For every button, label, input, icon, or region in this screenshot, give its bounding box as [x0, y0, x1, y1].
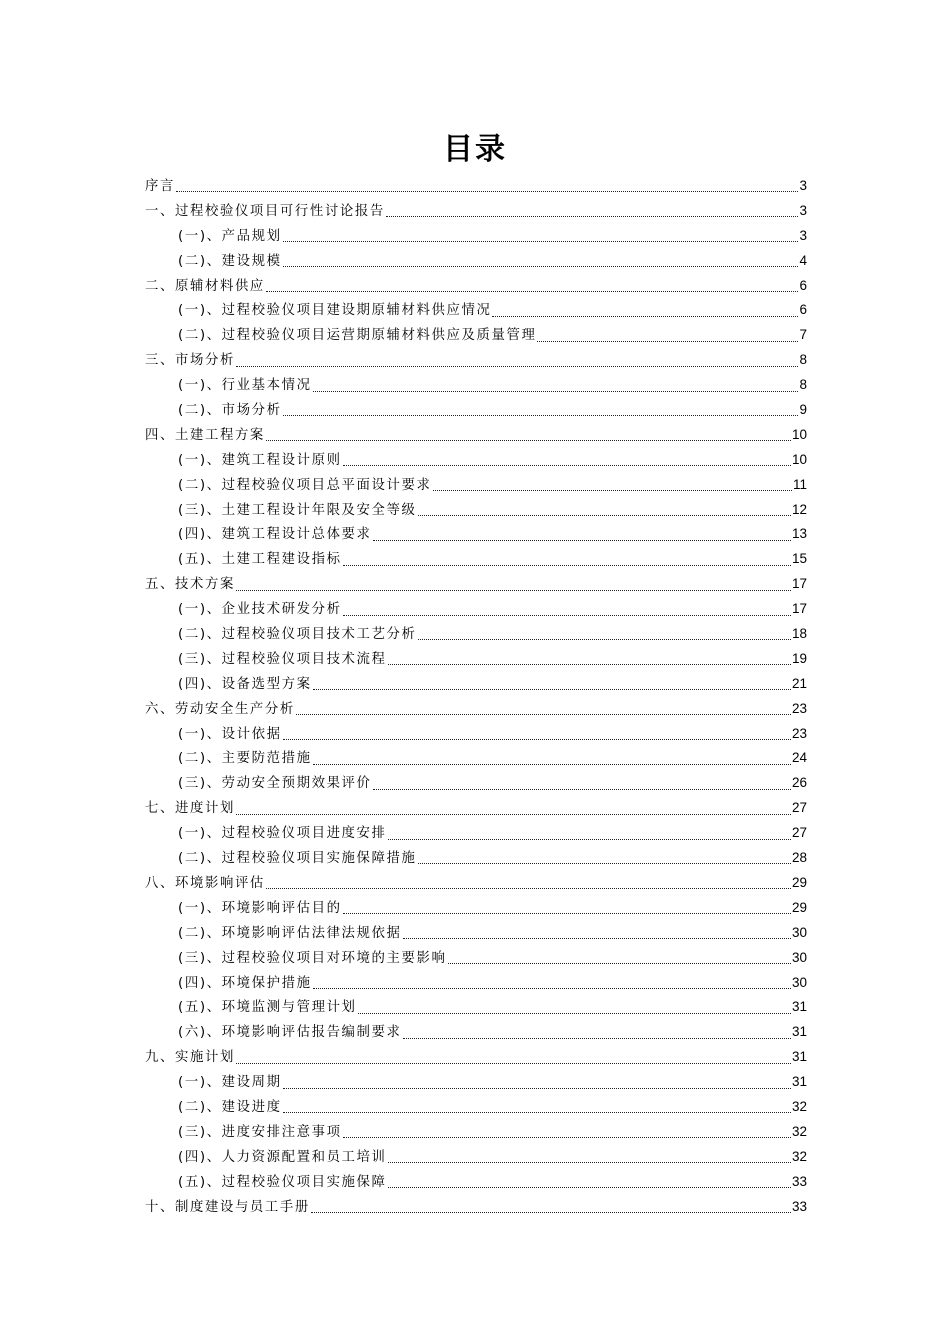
toc-page-number: 17	[791, 576, 807, 592]
dot-leader	[236, 589, 791, 591]
toc-entry[interactable]	[145, 199, 807, 224]
toc-entry[interactable]	[145, 572, 807, 597]
toc-subentry[interactable]	[145, 1120, 807, 1145]
toc-entry-label: (二)、建设进度	[178, 1099, 282, 1115]
toc-entry-label: (三)、过程校验仪项目对环境的主要影响	[178, 950, 447, 966]
dot-leader	[448, 962, 791, 964]
toc-entry[interactable]	[145, 423, 807, 448]
toc-page-number: 12	[791, 501, 807, 517]
toc-subentry[interactable]	[145, 597, 807, 622]
dot-leader	[358, 1012, 791, 1014]
dot-leader	[313, 688, 791, 690]
dot-leader	[343, 614, 791, 616]
toc-entry-label: 一、过程校验仪项目可行性讨论报告	[145, 203, 385, 219]
dot-leader	[343, 464, 791, 466]
toc-entry-label: (五)、环境监测与管理计划	[178, 1000, 357, 1016]
toc-entry-label: 八、环境影响评估	[145, 875, 265, 891]
toc-page-number: 7	[799, 327, 807, 343]
dot-leader	[418, 514, 791, 516]
toc-entry-label: (五)、土建工程建设指标	[178, 552, 342, 568]
toc-entry[interactable]	[145, 697, 807, 722]
dot-leader	[236, 1062, 791, 1064]
dot-leader	[283, 414, 799, 416]
toc-entry-label: 十、制度建设与员工手册	[145, 1199, 310, 1215]
toc-entry-label: 序言	[145, 179, 175, 194]
toc-page-number: 30	[791, 924, 807, 940]
toc-entry-label: 四、土建工程方案	[145, 427, 265, 443]
toc-entry-label: (三)、劳动安全预期效果评价	[178, 776, 372, 792]
dot-leader	[283, 738, 791, 740]
toc-subentry[interactable]	[145, 746, 807, 771]
toc-page-number: 18	[791, 626, 807, 642]
toc-entry[interactable]	[145, 1195, 807, 1220]
dot-leader	[313, 390, 799, 392]
toc-entry-label: 六、劳动安全生产分析	[145, 701, 295, 717]
dot-leader	[266, 439, 791, 441]
page-title: 目录	[443, 132, 507, 167]
toc-subentry[interactable]	[145, 323, 807, 348]
toc-entry[interactable]	[145, 796, 807, 821]
toc-page-number: 6	[799, 302, 807, 318]
toc-entry-label: (五)、过程校验仪项目实施保障	[178, 1174, 387, 1190]
toc-entry[interactable]	[145, 1045, 807, 1070]
toc-page-number: 30	[791, 949, 807, 965]
toc-subentry[interactable]	[145, 946, 807, 971]
toc-page-number: 19	[791, 650, 807, 666]
toc-page-number: 4	[799, 252, 807, 268]
toc-subentry[interactable]	[145, 298, 807, 323]
toc-subentry[interactable]	[145, 547, 807, 572]
dot-leader	[311, 1211, 791, 1213]
toc-subentry[interactable]	[145, 846, 807, 871]
toc-page-number: 27	[791, 825, 807, 841]
toc-page-number: 31	[791, 999, 807, 1015]
toc-subentry[interactable]	[145, 249, 807, 274]
toc-subentry[interactable]	[145, 473, 807, 498]
toc-subentry[interactable]	[145, 771, 807, 796]
dot-leader	[373, 788, 791, 790]
dot-leader	[283, 1111, 791, 1113]
toc-entry-label: (四)、人力资源配置和员工培训	[178, 1149, 387, 1165]
toc-page-number: 27	[791, 800, 807, 816]
toc-page-number: 33	[791, 1173, 807, 1189]
dot-leader	[537, 340, 798, 342]
dot-leader	[236, 365, 799, 367]
toc-page-number: 8	[799, 377, 807, 393]
toc-entry-label: (一)、企业技术研发分析	[178, 602, 342, 618]
toc-subentry[interactable]	[145, 1145, 807, 1170]
toc-entry[interactable]	[145, 871, 807, 896]
toc-page-number: 21	[791, 675, 807, 691]
dot-leader	[343, 1136, 791, 1138]
toc-entry-label: (一)、环境影响评估目的	[178, 900, 342, 916]
dot-leader	[403, 937, 791, 939]
toc-entry-label: (一)、建设周期	[178, 1075, 282, 1091]
toc-page-number: 24	[791, 750, 807, 766]
toc-page-number: 15	[791, 551, 807, 567]
toc-page-number: 26	[791, 775, 807, 791]
toc-entry-label: 五、技术方案	[145, 577, 235, 593]
toc-entry-label: 七、进度计划	[145, 801, 235, 817]
toc-subentry[interactable]	[145, 522, 807, 547]
toc-subentry[interactable]	[145, 672, 807, 697]
toc-page-number: 17	[791, 601, 807, 617]
toc-entry-label: (一)、过程校验仪项目进度安排	[178, 826, 387, 842]
toc-page-number: 9	[799, 402, 807, 418]
toc-page-number: 23	[791, 700, 807, 716]
dot-leader	[313, 987, 791, 989]
toc-subentry[interactable]	[145, 995, 807, 1020]
toc-subentry[interactable]	[145, 622, 807, 647]
toc-entry-label: (二)、环境影响评估法律法规依据	[178, 925, 402, 941]
toc-entry-label: (一)、建筑工程设计原则	[178, 452, 342, 468]
dot-leader	[433, 489, 792, 491]
dot-leader	[388, 838, 791, 840]
toc-page-number: 13	[791, 526, 807, 542]
toc-page-number: 28	[791, 850, 807, 866]
toc-subentry[interactable]	[145, 896, 807, 921]
toc-entry-label: (六)、环境影响评估报告编制要求	[178, 1025, 402, 1041]
dot-leader	[283, 1087, 791, 1089]
toc-page-number: 29	[791, 874, 807, 890]
toc-page-number: 31	[791, 1074, 807, 1090]
toc-subentry[interactable]	[145, 647, 807, 672]
toc-entry-label: (四)、建筑工程设计总体要求	[178, 527, 372, 543]
toc-entry-label: (二)、市场分析	[178, 403, 282, 419]
toc-entry-label: (四)、环境保护措施	[178, 975, 312, 991]
dot-leader	[283, 265, 799, 267]
toc-page-number: 10	[791, 451, 807, 467]
table-of-contents	[145, 174, 807, 1219]
toc-entry[interactable]	[145, 274, 807, 299]
toc-page-number: 3	[799, 202, 807, 218]
toc-entry-label: (二)、过程校验仪项目总平面设计要求	[178, 477, 432, 493]
toc-entry-label: (一)、设计依据	[178, 726, 282, 742]
toc-subentry[interactable]	[145, 1020, 807, 1045]
toc-page-number: 23	[791, 725, 807, 741]
dot-leader	[266, 290, 799, 292]
toc-subentry[interactable]	[145, 448, 807, 473]
toc-page-number: 11	[792, 476, 807, 492]
toc-page-number: 33	[791, 1198, 807, 1214]
toc-subentry[interactable]	[145, 921, 807, 946]
toc-subentry[interactable]	[145, 498, 807, 523]
toc-entry-label: 九、实施计划	[145, 1050, 235, 1066]
toc-page-number: 31	[791, 1049, 807, 1065]
dot-leader	[266, 887, 791, 889]
toc-subentry[interactable]	[145, 1170, 807, 1195]
toc-entry[interactable]	[145, 174, 807, 199]
dot-leader	[343, 564, 791, 566]
dot-leader	[492, 315, 798, 317]
dot-leader	[176, 190, 799, 192]
dot-leader	[403, 1037, 791, 1039]
dot-leader	[373, 539, 791, 541]
toc-page-number: 31	[791, 1024, 807, 1040]
toc-entry-label: 三、市场分析	[145, 353, 235, 369]
toc-page-number: 32	[791, 1148, 807, 1164]
toc-entry-label: (二)、建设规模	[178, 253, 282, 269]
toc-page-number: 32	[791, 1098, 807, 1114]
dot-leader	[388, 1186, 791, 1188]
toc-page-number: 32	[791, 1123, 807, 1139]
toc-subentry[interactable]	[145, 1095, 807, 1120]
toc-entry-label: (三)、土建工程设计年限及安全等级	[178, 502, 417, 518]
toc-subentry[interactable]	[145, 821, 807, 846]
toc-entry-label: (二)、过程校验仪项目实施保障措施	[178, 851, 417, 867]
toc-entry-label: (四)、设备选型方案	[178, 676, 312, 692]
toc-page-number: 10	[791, 426, 807, 442]
dot-leader	[236, 813, 791, 815]
toc-entry-label: (一)、行业基本情况	[178, 378, 312, 394]
toc-subentry[interactable]	[145, 398, 807, 423]
toc-entry-label: (一)、产品规划	[178, 228, 282, 244]
toc-entry-label: (二)、过程校验仪项目技术工艺分析	[178, 627, 417, 643]
toc-page-number: 29	[791, 899, 807, 915]
dot-leader	[296, 713, 791, 715]
dot-leader	[386, 215, 799, 217]
toc-entry-label: (二)、主要防范措施	[178, 751, 312, 767]
toc-entry-label: (二)、过程校验仪项目运营期原辅材料供应及质量管理	[178, 328, 537, 344]
dot-leader	[388, 663, 791, 665]
toc-entry-label: (三)、过程校验仪项目技术流程	[178, 651, 387, 667]
dot-leader	[418, 638, 791, 640]
toc-page-number: 3	[799, 227, 807, 243]
toc-page-number: 30	[791, 974, 807, 990]
toc-page-number: 6	[799, 277, 807, 293]
toc-entry-label: 二、原辅材料供应	[145, 278, 265, 294]
toc-entry-label: (三)、进度安排注意事项	[178, 1124, 342, 1140]
dot-leader	[343, 912, 791, 914]
toc-subentry[interactable]	[145, 373, 807, 398]
toc-entry[interactable]	[145, 348, 807, 373]
dot-leader	[388, 1161, 791, 1163]
toc-entry-label: (一)、过程校验仪项目建设期原辅材料供应情况	[178, 303, 492, 319]
toc-subentry[interactable]	[145, 1070, 807, 1095]
toc-page-number: 8	[799, 352, 807, 368]
dot-leader	[283, 240, 799, 242]
toc-subentry[interactable]	[145, 971, 807, 996]
dot-leader	[313, 763, 791, 765]
toc-page-number: 3	[799, 178, 807, 193]
toc-subentry[interactable]	[145, 224, 807, 249]
toc-subentry[interactable]	[145, 722, 807, 747]
dot-leader	[418, 862, 791, 864]
